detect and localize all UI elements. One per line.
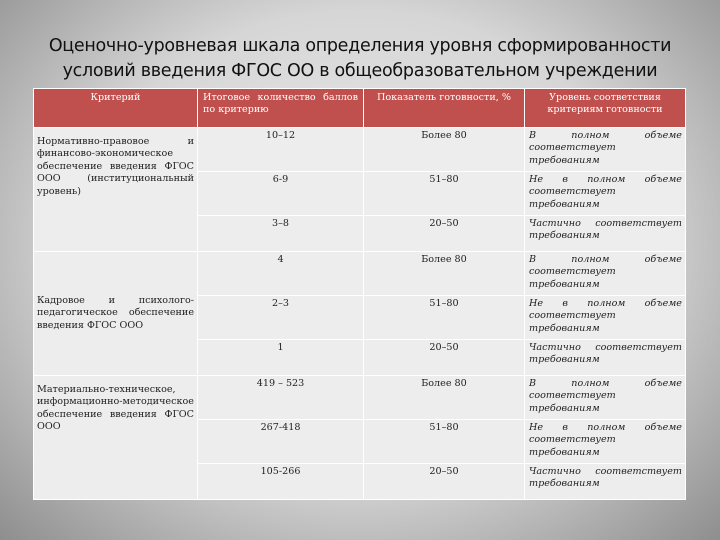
readiness-cell: 20–50 bbox=[364, 216, 525, 252]
score-cell: 419 – 523 bbox=[198, 376, 364, 420]
header-score: Итоговое количество баллов по критерию bbox=[198, 89, 364, 128]
criterion-cell bbox=[34, 252, 198, 376]
level-cell: Частично соответствует требованиям bbox=[525, 340, 686, 376]
readiness-scale-table bbox=[33, 88, 686, 500]
header-readiness: Показатель готовности, % bbox=[364, 89, 525, 128]
criterion-cell bbox=[34, 128, 198, 252]
score-cell: 10–12 bbox=[198, 128, 364, 172]
readiness-cell: 20–50 bbox=[364, 340, 525, 376]
readiness-cell: 20–50 bbox=[364, 464, 525, 500]
level-cell: Частично соответствует требованиям bbox=[525, 216, 686, 252]
readiness-cell: Более 80 bbox=[364, 128, 525, 172]
score-cell: 1 bbox=[198, 340, 364, 376]
criterion-text: Нормативно-правовое и финансово-экономическое обеспечение введения ФГОС ООО (институциональный уровень) bbox=[37, 136, 194, 197]
header-level: Уровень соответствия критериям готовности bbox=[525, 89, 686, 128]
readiness-cell: Более 80 bbox=[364, 376, 525, 420]
level-cell: В полном объеме соответствует требованиям bbox=[525, 252, 686, 296]
score-cell: 2–3 bbox=[198, 296, 364, 340]
level-cell: В полном объеме соответствует требованиям bbox=[525, 376, 686, 420]
table-row bbox=[34, 376, 686, 420]
score-cell: 6-9 bbox=[198, 172, 364, 216]
table-row bbox=[34, 128, 686, 172]
header-criterion: Критерий bbox=[34, 89, 198, 128]
level-cell: Не в полном объеме соответствует требованиям bbox=[525, 420, 686, 464]
readiness-cell: 51–80 bbox=[364, 296, 525, 340]
criterion-text: Кадровое и психолого-педагогическое обеспечение введения ФГОС ООО bbox=[37, 294, 194, 331]
readiness-cell: 51–80 bbox=[364, 420, 525, 464]
table-row bbox=[34, 252, 686, 296]
level-cell: Не в полном объеме соответствует требованиям bbox=[525, 172, 686, 216]
score-cell: 267-418 bbox=[198, 420, 364, 464]
level-cell: Частично соответствует требованиям bbox=[525, 464, 686, 500]
score-cell: 105-266 bbox=[198, 464, 364, 500]
table-header-row bbox=[34, 89, 686, 128]
level-cell: В полном объеме соответствует требованиям bbox=[525, 128, 686, 172]
readiness-cell: 51–80 bbox=[364, 172, 525, 216]
title-line-2: условий введения ФГОС ОО в общеобразовательном учреждении bbox=[62, 61, 658, 81]
criterion-cell bbox=[34, 376, 198, 500]
readiness-cell: Более 80 bbox=[364, 252, 525, 296]
score-cell: 4 bbox=[198, 252, 364, 296]
title-line-1: Оценочно-уровневая шкала определения уровня сформированности bbox=[48, 36, 672, 56]
criterion-text: Материально-техническое, информационно-методическое обеспечение введения ФГОС ООО bbox=[37, 384, 194, 433]
level-cell: Не в полном объеме соответствует требованиям bbox=[525, 296, 686, 340]
score-cell: 3–8 bbox=[198, 216, 364, 252]
page-title bbox=[30, 34, 690, 84]
